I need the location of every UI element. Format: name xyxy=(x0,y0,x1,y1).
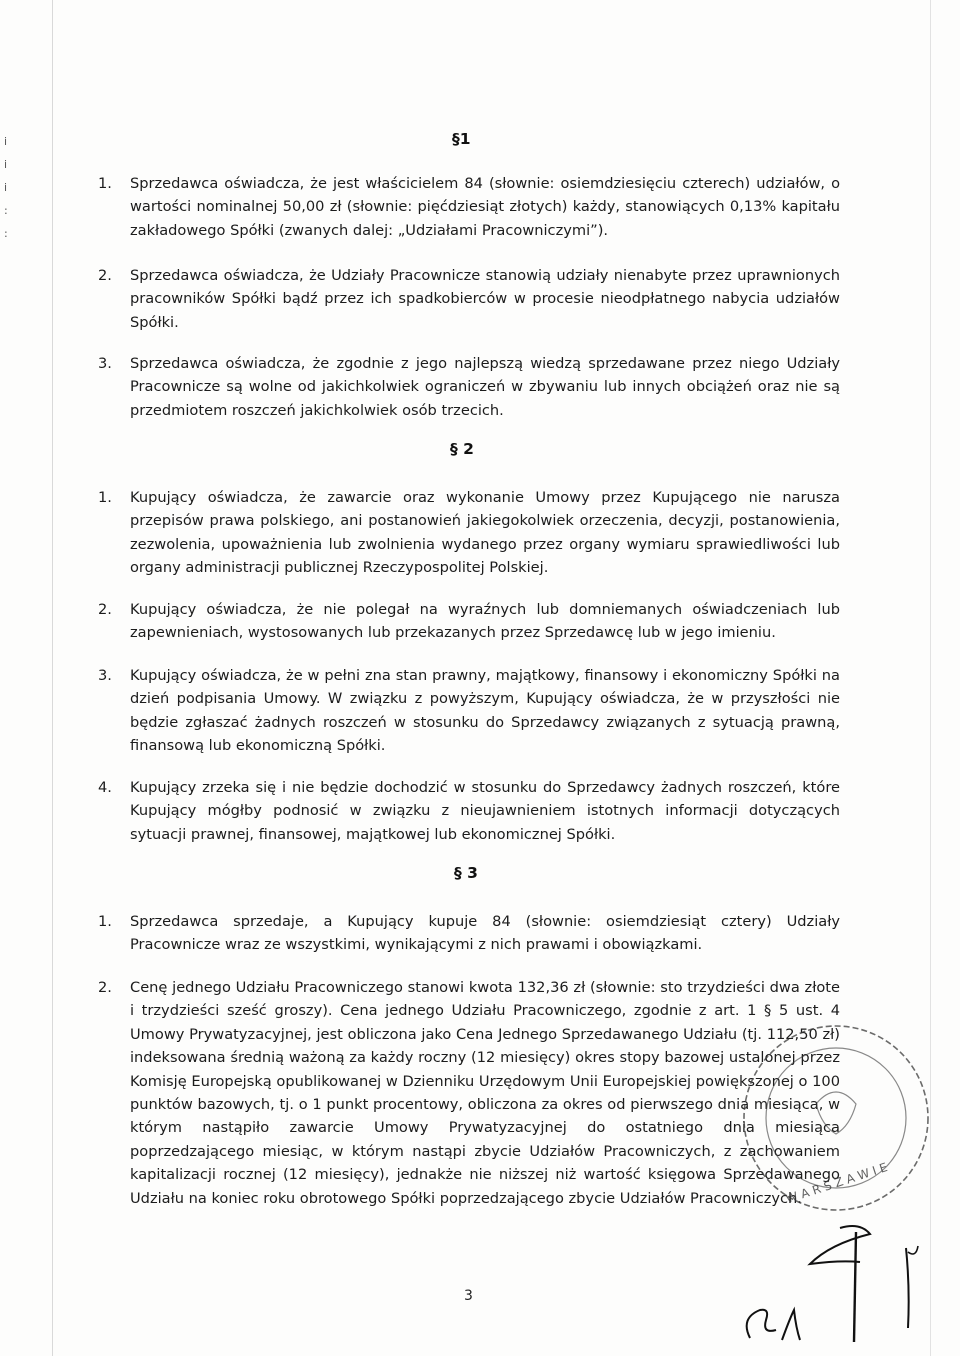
page-left-edge xyxy=(52,0,53,1356)
margin-mark: : xyxy=(4,204,8,217)
section-3-point-1 xyxy=(98,910,840,957)
section-2-point-4 xyxy=(98,776,840,846)
margin-marks xyxy=(4,130,18,245)
section-1-point-1 xyxy=(98,172,840,242)
section-2-title: § 2 xyxy=(450,440,474,458)
point-text: Kupujący oświadcza, że w pełni zna stan prawny, majątkowy, finansowy i ekonomiczny Spółki na dzień podpisania Umowy. W związku z powyższym, Kupujący oświadcza, że w przyszłości nie będzie zgłaszać żadnych roszczeń w stosunku do Sprzedawcy związanych z sytuacją prawną, finansową lub ekonomiczną Spółki. xyxy=(130,667,840,755)
point-number: 1. xyxy=(98,175,112,192)
point-text: Kupujący oświadcza, że nie polegał na wyraźnych lub domniemanych oświadczeniach lub zapewnieniach, wystosowanych lub przekazanych przez Sprzedawcę lub w jego imieniu. xyxy=(130,601,840,642)
point-number: 1. xyxy=(98,913,112,930)
point-number: 4. xyxy=(98,779,112,796)
section-3-title: § 3 xyxy=(454,864,478,882)
point-text: Sprzedawca oświadcza, że Udziały Pracownicze stanowią udziały nienabyte przez uprawnionych pracowników Spółki bądź przez ich spadkobierców w procesie nieodpłatnego nabycia udziałów Spółki. xyxy=(130,267,840,331)
margin-mark: i xyxy=(4,135,8,148)
section-2-point-2 xyxy=(98,598,840,645)
point-number: 3. xyxy=(98,667,112,684)
section-2-point-3 xyxy=(98,664,840,758)
point-text: Cenę jednego Udziału Pracowniczego stanowi kwota 132,36 zł (słownie: sto trzydzieści dwa złote i trzydzieści sześć groszy). Cena jednego Udziału Pracowniczego, zgodnie z art. 1 § 5 ust. 4 Umowy Prywatyzacyjnej, jest obliczona jako Cena Jednego Sprzedawanego Udziału (tj. 112,50 zł) indeksowana średnią ważoną za każdy roczny (12 miesięcy) okres stopy bazowej ustalonej przez Komisję Europejską opublikowanej w Dzienniku Urzędowym Unii Europejskiej powiększonej o 100 punktów bazowych, tj. o 1 punkt procentowy, obliczona za okres od pierwszego dnia miesiąca, w którym nastąpiło zawarcie Umowy Prywatyzacyjnej do ostatniego dnia miesiąca poprzedzającego miesiąc, w którym nastąpi zbycie Udziałów Pracowniczych, z zachowaniem kapitalizacji rocznej (12 miesięcy), jednakże nie niższej niż wartość księgowa Sprzedawanego Udziału na koniec roku obrotowego Spółki poprzedzającego zbycie Udziałów Pracowniczych. xyxy=(130,979,840,1207)
point-number: 1. xyxy=(98,489,112,506)
seal-eagle-emblem xyxy=(816,1092,856,1134)
handwritten-signature xyxy=(730,1218,940,1348)
point-number: 3. xyxy=(98,355,112,372)
page-number: 3 xyxy=(464,1288,473,1304)
section-1-point-3 xyxy=(98,352,840,422)
point-text: Kupujący zrzeka się i nie będzie dochodzić w stosunku do Sprzedawcy żadnych roszczeń, które Kupujący mógłby podnosić w związku z nieujawnieniem istotnych informacji dotyczących sytuacji prawnej, finansowej, majątkowej lub ekonomicznej Spółki. xyxy=(130,779,840,843)
point-text: Sprzedawca oświadcza, że zgodnie z jego najlepszą wiedzą sprzedawane przez niego Udziały Pracownicze są wolne od jakichkolwiek ograniczeń w zbywaniu lub innych obciążeń oraz nie są przedmiotem roszczeń jakichkolwiek osób trzecich. xyxy=(130,355,840,419)
margin-mark: i xyxy=(4,181,8,194)
margin-mark: : xyxy=(4,227,8,240)
point-text: Kupujący oświadcza, że zawarcie oraz wykonanie Umowy przez Kupującego nie narusza przepisów prawa polskiego, ani postanowień jakiegokolwiek orzeczenia, decyzji, postanowienia, zezwolenia, upoważnienia lub zwolnienia wydanego przez organy wymiaru sprawiedliwości lub organy administracji publicznej Rzeczypospolitej Polskiej. xyxy=(130,489,840,577)
section-1-point-2 xyxy=(98,264,840,334)
point-number: 2. xyxy=(98,979,112,996)
section-2-point-1 xyxy=(98,486,840,580)
point-text: Sprzedawca oświadcza, że jest właścicielem 84 (słownie: osiemdziesięciu czterech) udziałów, o wartości nominalnej 50,00 zł (słownie: pięćdziesiąt złotych) każdy, stanowiących 0,13% kapitału zakładowego Spółki (zwanych dalej: „Udziałami Pracowniczymi”). xyxy=(130,175,840,239)
seal-text: W A R S Z A W I E xyxy=(784,1160,890,1207)
margin-mark: i xyxy=(4,158,8,171)
point-text: Sprzedawca sprzedaje, a Kupujący kupuje 84 (słownie: osiemdziesiąt cztery) Udziały Pracownicze wraz ze wszystkimi, wynikającymi z nich prawami i obowiązkami. xyxy=(130,913,840,954)
section-1-title: §1 xyxy=(452,130,471,148)
point-number: 2. xyxy=(98,601,112,618)
point-number: 2. xyxy=(98,267,112,284)
